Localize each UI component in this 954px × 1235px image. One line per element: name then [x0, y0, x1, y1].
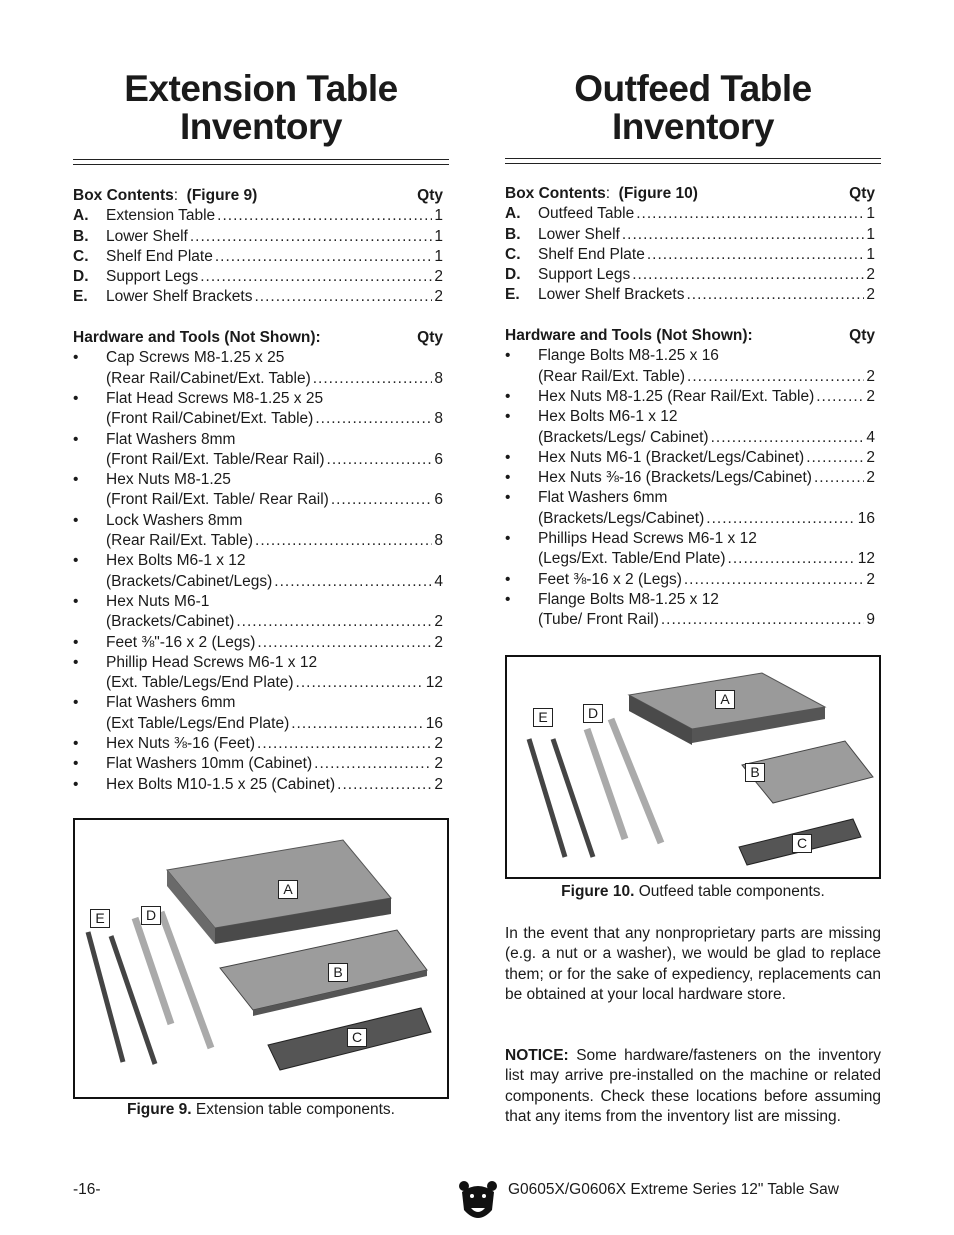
- hardware-item-line1: [73, 430, 443, 450]
- hardware-location: (Front Rail/Ext. Table/ Rear Rail): [106, 491, 329, 509]
- leader-dots: [257, 734, 432, 754]
- item-qty: 2: [866, 286, 875, 304]
- box-contents-title: Box Contents: (Figure 10): [505, 185, 698, 202]
- hardware-qty: 8: [434, 369, 443, 387]
- hardware-item-line1: [73, 348, 443, 368]
- hardware-qty: 2: [866, 469, 875, 487]
- box-contents-label: Box Contents: [505, 185, 606, 202]
- item-name: Lower Shelf: [538, 225, 620, 243]
- hardware-name: Flat Washers 8mm: [106, 430, 236, 448]
- label-e: E: [533, 708, 553, 727]
- hardware-item: [73, 775, 443, 795]
- outfeed-components-illustration: [507, 657, 879, 877]
- hardware-item-line1: [505, 407, 875, 427]
- caption-text: Outfeed table components.: [634, 883, 825, 900]
- hardware-item-line1: [73, 551, 443, 571]
- leader-dots: [814, 468, 864, 488]
- hardware-qty: 8: [434, 410, 443, 428]
- hardware-qty: 9: [866, 611, 875, 629]
- box-item: [505, 225, 875, 245]
- leader-dots: [647, 245, 865, 265]
- bullet: •: [73, 653, 79, 671]
- hardware-qty: 8: [434, 532, 443, 550]
- spacer: [73, 308, 443, 328]
- hardware-item-line2: [73, 714, 443, 734]
- bullet: •: [505, 590, 511, 608]
- hardware-item-line2: [73, 490, 443, 510]
- leader-dots: [728, 549, 856, 569]
- hardware-location: (Brackets/Legs/Cabinet): [538, 509, 705, 527]
- extension-inventory-list: [73, 186, 443, 795]
- hardware-item-line1: [505, 590, 875, 610]
- bullet: •: [73, 471, 79, 489]
- bullet: •: [73, 694, 79, 712]
- item-qty: 1: [434, 247, 443, 265]
- leader-dots: [661, 610, 865, 630]
- box-item: [73, 227, 443, 247]
- item-letter: B.: [505, 225, 521, 243]
- hardware-location: (Brackets/Cabinet): [106, 613, 235, 631]
- qty-header: Qty: [849, 185, 875, 202]
- caption-text: Extension table components.: [191, 1101, 395, 1118]
- hardware-item-line2: [73, 531, 443, 551]
- hardware-location: (Rear Rail/Cabinet/Ext. Table): [106, 369, 311, 387]
- hardware-item-line1: [73, 592, 443, 612]
- hardware-item-line1: [505, 488, 875, 508]
- hardware-location: (Brackets/Legs/ Cabinet): [538, 428, 709, 446]
- leader-dots: [257, 633, 432, 653]
- leader-dots: [274, 572, 432, 592]
- box-contents-figure-ref: (Figure 9): [186, 187, 258, 204]
- leader-dots: [327, 450, 433, 470]
- hardware-item-line2: [505, 428, 875, 448]
- title-line-2: Inventory: [611, 106, 775, 147]
- hardware-location: (Brackets/Cabinet/Legs): [106, 572, 273, 590]
- hardware-name: Flat Head Screws M8-1.25 x 25: [106, 389, 324, 407]
- hardware-header: [73, 328, 443, 348]
- bullet: •: [505, 448, 511, 466]
- item-qty: 1: [866, 205, 875, 223]
- item-qty: 1: [434, 227, 443, 245]
- item-qty: 2: [434, 268, 443, 286]
- hardware-qty: 2: [866, 387, 875, 405]
- hardware-location: (Ext. Table/Legs/End Plate): [106, 674, 294, 692]
- hardware-qty: 12: [425, 674, 443, 692]
- box-item: [505, 245, 875, 265]
- bullet: •: [505, 530, 511, 548]
- label-d: D: [141, 906, 161, 925]
- title-line-2: Inventory: [179, 106, 343, 147]
- item-qty: 2: [866, 266, 875, 284]
- box-item: [505, 265, 875, 285]
- leader-dots: [236, 612, 432, 632]
- box-contents-header: [505, 184, 875, 204]
- label-b: B: [328, 963, 348, 982]
- hardware-location: (Front Rail/Ext. Table/Rear Rail): [106, 450, 325, 468]
- label-c: C: [347, 1028, 367, 1047]
- bullet: •: [73, 552, 79, 570]
- hardware-qty: 6: [434, 450, 443, 468]
- bullet: •: [505, 489, 511, 507]
- title-line-1: Outfeed Table: [574, 68, 812, 109]
- leader-dots: [806, 448, 864, 468]
- item-name: Support Legs: [538, 266, 631, 284]
- hardware-location: (Rear Rail/Ext. Table): [538, 367, 686, 385]
- leader-dots: [711, 428, 865, 448]
- box-contents-header: [73, 186, 443, 206]
- hardware-location: (Tube/ Front Rail): [538, 611, 659, 629]
- hardware-location: (Rear Rail/Ext. Table): [106, 532, 254, 550]
- label-b: B: [745, 763, 765, 782]
- item-name: Lower Shelf: [106, 227, 188, 245]
- hardware-name: Phillip Head Screws M6-1 x 12: [106, 653, 318, 671]
- leader-dots: [215, 247, 433, 267]
- hardware-item-line2: [505, 549, 875, 569]
- item-qty: 2: [434, 288, 443, 306]
- hardware-qty: 2: [866, 367, 875, 385]
- qty-header: Qty: [849, 327, 875, 345]
- hardware-location: (Legs/Ext. Table/End Plate): [538, 550, 726, 568]
- bullet: •: [505, 469, 511, 487]
- hardware-qty: 12: [857, 550, 875, 568]
- hardware-name: Hex Bolts M6-1 x 12: [106, 552, 246, 570]
- leader-dots: [200, 267, 432, 287]
- item-letter: E.: [73, 288, 88, 306]
- leader-dots: [622, 225, 865, 245]
- extension-components-illustration: [75, 820, 447, 1097]
- outfeed-title: [505, 70, 881, 146]
- hardware-item: [73, 754, 443, 774]
- box-item: [73, 247, 443, 267]
- hardware-name: Hex Nuts ⅜-16 (Brackets/Legs/Cabinet): [538, 469, 812, 487]
- model-footer: G0605X/G0606X Extreme Series 12" Table Saw: [508, 1181, 839, 1198]
- hardware-item: [505, 570, 875, 590]
- hardware-item-line2: [73, 572, 443, 592]
- leader-dots: [190, 227, 433, 247]
- bullet: •: [505, 408, 511, 426]
- qty-header: Qty: [417, 187, 443, 204]
- bullet: •: [73, 775, 79, 793]
- hardware-name: Lock Washers 8mm: [106, 511, 243, 529]
- hardware-name: Hex Nuts M8-1.25 (Rear Rail/Ext. Table): [538, 387, 815, 405]
- bullet: •: [73, 735, 79, 753]
- hardware-name: Flange Bolts M8-1.25 x 16: [538, 347, 719, 365]
- item-letter: D.: [73, 268, 89, 286]
- hardware-item-line1: [73, 693, 443, 713]
- hardware-qty: 2: [866, 448, 875, 466]
- hardware-qty: 2: [434, 613, 443, 631]
- leader-dots: [254, 287, 432, 307]
- label-c: C: [792, 834, 812, 853]
- hardware-name: Hex Nuts ⅜-16 (Feet): [106, 735, 256, 753]
- hardware-item-line1: [505, 529, 875, 549]
- hardware-item-line1: [73, 511, 443, 531]
- bullet: •: [73, 592, 79, 610]
- item-letter: C.: [505, 245, 521, 263]
- title-rule: [505, 158, 881, 164]
- item-letter: B.: [73, 227, 89, 245]
- hardware-item: [73, 734, 443, 754]
- hardware-header: [505, 326, 875, 346]
- bullet: •: [73, 755, 79, 773]
- item-name: Lower Shelf Brackets: [106, 288, 253, 306]
- figure-10-caption: [505, 883, 881, 901]
- hardware-qty: 2: [434, 735, 443, 753]
- box-item: [73, 267, 443, 287]
- hardware-item-line1: [73, 470, 443, 490]
- box-item: [73, 287, 443, 307]
- leader-dots: [687, 367, 864, 387]
- leader-dots: [217, 206, 432, 226]
- hardware-name: Hex Nuts M6-1 (Bracket/Legs/Cabinet): [538, 448, 805, 466]
- leader-dots: [331, 490, 433, 510]
- leader-dots: [313, 369, 433, 389]
- item-letter: C.: [73, 247, 89, 265]
- leader-dots: [315, 409, 432, 429]
- title-line-1: Extension Table: [124, 68, 398, 109]
- hardware-name: Hex Nuts M6-1: [106, 592, 210, 610]
- item-letter: A.: [73, 207, 89, 225]
- hardware-qty: 4: [434, 572, 443, 590]
- hardware-item: [73, 633, 443, 653]
- bullet: •: [73, 633, 79, 651]
- hardware-item-line2: [73, 409, 443, 429]
- bullet: •: [505, 570, 511, 588]
- hardware-item: [505, 448, 875, 468]
- notice-text: Some hardware/fasteners on the inventory list may arrive pre-installed on the machine or related components. Check these locations before assuming that any items from the inventory list are missing.: [505, 1047, 881, 1125]
- bullet: •: [505, 387, 511, 405]
- hardware-item-line2: [505, 509, 875, 529]
- label-a: A: [715, 690, 735, 709]
- box-item: [73, 206, 443, 226]
- leader-dots: [686, 285, 864, 305]
- leader-dots: [632, 265, 864, 285]
- hardware-item-line2: [505, 610, 875, 630]
- notice-paragraph: [505, 1046, 881, 1127]
- box-contents-title: Box Contents: (Figure 9): [73, 187, 258, 204]
- hardware-qty: 2: [434, 775, 443, 793]
- caption-label: Figure 10.: [561, 883, 635, 900]
- label-a: A: [278, 880, 298, 899]
- hardware-item-line1: [505, 346, 875, 366]
- hardware-name: Flat Washers 6mm: [538, 489, 668, 507]
- hardware-name: Flat Washers 10mm (Cabinet): [106, 755, 313, 773]
- page-number: -16-: [73, 1181, 101, 1198]
- leader-dots: [636, 204, 864, 224]
- label-e: E: [90, 909, 110, 928]
- item-letter: A.: [505, 205, 521, 223]
- box-item: [505, 285, 875, 305]
- hardware-name: Hex Bolts M10-1.5 x 25 (Cabinet): [106, 775, 336, 793]
- hardware-item-line2: [505, 367, 875, 387]
- leader-dots: [296, 673, 424, 693]
- leader-dots: [291, 714, 424, 734]
- missing-parts-paragraph: In the event that any nonproprietary parts are missing (e.g. a nut or a washer), we would be glad to replace them; or for the sake of expediency, replacements can be obtained at your local hardware store.: [505, 925, 881, 1003]
- box-contents-label: Box Contents: [73, 187, 174, 204]
- item-qty: 1: [866, 225, 875, 243]
- hardware-title: Hardware and Tools (Not Shown):: [73, 329, 321, 347]
- figure-9-caption: [73, 1101, 449, 1119]
- leader-dots: [706, 509, 855, 529]
- hardware-name: Feet ⅜-16 x 2 (Legs): [538, 570, 682, 588]
- hardware-name: Cap Screws M8-1.25 x 25: [106, 349, 285, 367]
- item-letter: E.: [505, 286, 520, 304]
- hardware-qty: 16: [857, 509, 875, 527]
- qty-header: Qty: [417, 329, 443, 347]
- bullet: •: [505, 347, 511, 365]
- hardware-item-line2: [73, 450, 443, 470]
- hardware-title: Hardware and Tools (Not Shown):: [505, 327, 753, 345]
- caption-label: Figure 9.: [127, 1101, 192, 1118]
- hardware-qty: 2: [434, 633, 443, 651]
- hardware-item-line1: [73, 653, 443, 673]
- spacer: [505, 306, 875, 326]
- hardware-item-line2: [73, 369, 443, 389]
- figure-10-box: [505, 655, 881, 879]
- hardware-name: Feet ⅜"-16 x 2 (Legs): [106, 633, 256, 651]
- support-leg-2: [161, 912, 211, 1048]
- hardware-qty: 16: [425, 714, 443, 732]
- item-name: Shelf End Plate: [538, 245, 645, 263]
- item-name: Lower Shelf Brackets: [538, 286, 685, 304]
- grizzly-bear-logo-icon: [458, 1178, 498, 1224]
- item-name: Extension Table: [106, 207, 216, 225]
- outfeed-inventory-list: [505, 184, 875, 631]
- leader-dots: [684, 570, 865, 590]
- bullet: •: [73, 389, 79, 407]
- hardware-qty: 4: [866, 428, 875, 446]
- item-name: Support Legs: [106, 268, 199, 286]
- bullet: •: [73, 430, 79, 448]
- hardware-name: Phillips Head Screws M6-1 x 12: [538, 530, 757, 548]
- item-name: Outfeed Table: [538, 205, 635, 223]
- bullet: •: [73, 349, 79, 367]
- bullet: •: [73, 511, 79, 529]
- hardware-name: Flange Bolts M8-1.25 x 12: [538, 590, 719, 608]
- extension-title: [73, 70, 449, 146]
- leader-dots: [255, 531, 432, 551]
- hardware-item-line1: [73, 389, 443, 409]
- hardware-name: Hex Nuts M8-1.25: [106, 471, 231, 489]
- leader-dots: [337, 775, 432, 795]
- box-contents-figure-ref: (Figure 10): [618, 185, 698, 202]
- leader-dots: [314, 754, 432, 774]
- leader-dots: [816, 387, 864, 407]
- hardware-name: Flat Washers 6mm: [106, 694, 236, 712]
- hardware-item-line2: [73, 612, 443, 632]
- hardware-location: (Front Rail/Cabinet/Ext. Table): [106, 410, 314, 428]
- hardware-item-line2: [73, 673, 443, 693]
- hardware-item: [505, 468, 875, 488]
- hardware-qty: 2: [866, 570, 875, 588]
- hardware-qty: 6: [434, 491, 443, 509]
- figure-9-box: [73, 818, 449, 1099]
- box-item: [505, 204, 875, 224]
- hardware-qty: 2: [434, 755, 443, 773]
- item-letter: D.: [505, 266, 521, 284]
- title-rule: [73, 159, 449, 165]
- item-qty: 1: [434, 207, 443, 225]
- hardware-item: [505, 387, 875, 407]
- hardware-location: (Ext Table/Legs/End Plate): [106, 714, 290, 732]
- notice-label: NOTICE:: [505, 1047, 569, 1064]
- label-d: D: [583, 704, 603, 723]
- hardware-name: Hex Bolts M6-1 x 12: [538, 408, 678, 426]
- item-qty: 1: [866, 245, 875, 263]
- item-name: Shelf End Plate: [106, 247, 213, 265]
